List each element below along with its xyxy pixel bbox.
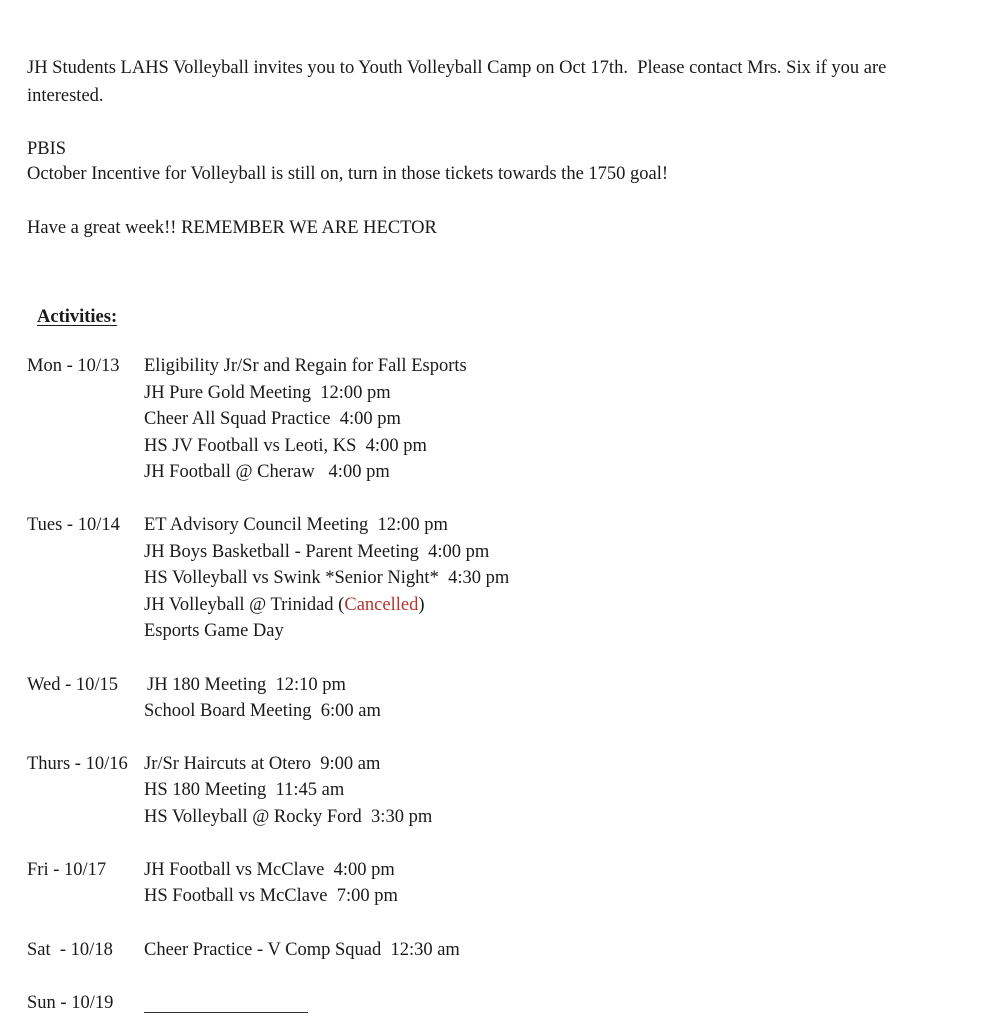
event-item: HS JV Football vs Leoti, KS 4:00 pm [144,436,427,456]
blank-line [144,1012,308,1013]
pbis-text: October Incentive for Volleyball is still on, turn in those tickets towards the 1750 goal! [27,164,669,184]
event-item: Eligibility Jr/Sr and Regain for Fall Esports [144,356,467,376]
event-item: Cheer All Squad Practice 4:00 pm [144,409,401,429]
cancelled-status: Cancelled [344,595,419,615]
event-item-cancelled [144,596,425,615]
event-text: JH Volleyball @ Trinidad ( [144,595,345,615]
event-item: HS Football vs McClave 7:00 pm [144,886,398,906]
activities-heading: Activities: [37,307,118,327]
event-item: School Board Meeting 6:00 am [144,701,381,721]
day-label: Mon - 10/13 [27,356,120,376]
day-label: Tues - 10/14 [27,515,120,535]
pbis-title: PBIS [27,139,67,159]
event-item: HS Volleyball @ Rocky Ford 3:30 pm [144,807,433,827]
day-label: Sat - 10/18 [27,940,113,960]
intro-line-1: JH Students LAHS Volleyball invites you to Youth Volleyball Camp on Oct 17th. Please contact Mrs. Six if you are [27,58,887,78]
event-item: Esports Game Day [144,621,284,641]
closing-line: Have a great week!! REMEMBER WE ARE HECTOR [27,218,437,238]
event-item: HS Volleyball vs Swink *Senior Night* 4:30 pm [144,568,510,588]
event-item: HS 180 Meeting 11:45 am [144,780,345,800]
event-item: JH Football vs McClave 4:00 pm [144,860,395,880]
day-label: Wed - 10/15 [27,675,118,695]
event-item: JH Boys Basketball - Parent Meeting 4:00 pm [144,542,490,562]
event-item: Jr/Sr Haircuts at Otero 9:00 am [144,754,381,774]
intro-line-2: interested. [27,86,104,106]
event-item: JH Football @ Cheraw 4:00 pm [144,462,390,482]
event-text-close: ) [418,595,425,615]
day-label: Sun - 10/19 [27,993,114,1013]
day-label: Fri - 10/17 [27,860,107,880]
event-item: JH 180 Meeting 12:10 pm [147,675,346,695]
event-item: Cheer Practice - V Comp Squad 12:30 am [144,940,460,960]
event-item: JH Pure Gold Meeting 12:00 pm [144,383,391,403]
event-item: ET Advisory Council Meeting 12:00 pm [144,515,448,535]
day-label: Thurs - 10/16 [27,754,128,774]
